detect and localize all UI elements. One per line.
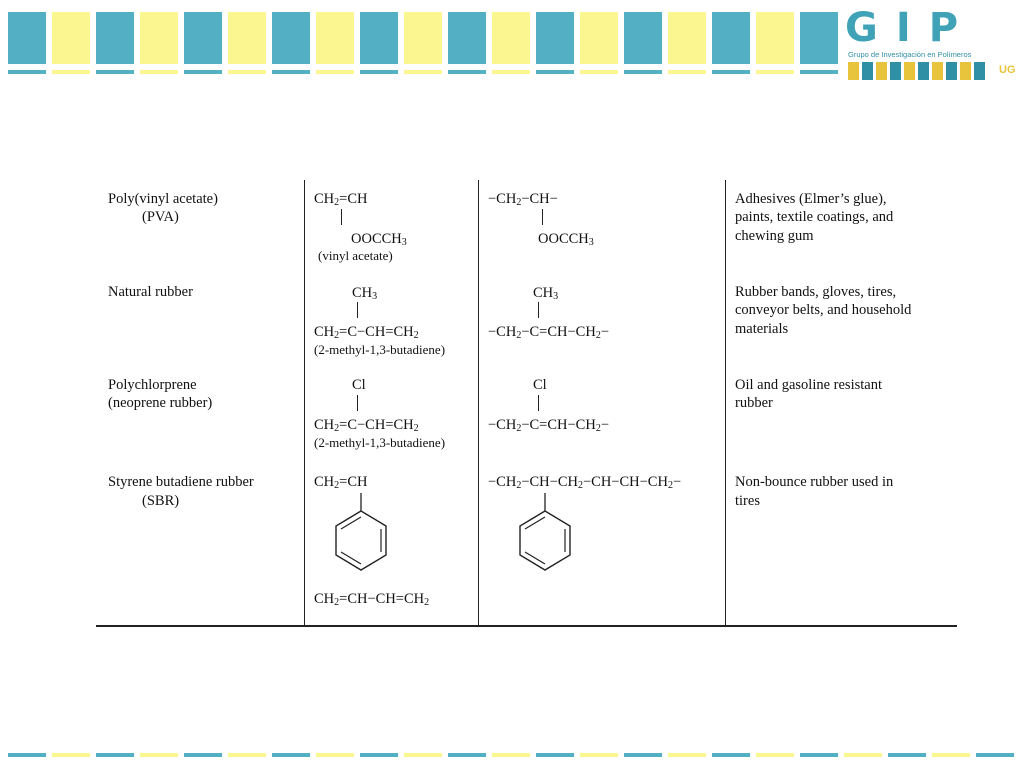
monomer-substituent: $CH_3$ — [352, 285, 378, 302]
header-stripe-line — [624, 70, 662, 74]
uses-line: paints, textile coatings, and — [735, 209, 894, 225]
header-stripe — [712, 12, 750, 64]
polymer-name: Poly(vinyl acetate) — [108, 191, 218, 207]
footer-stripe — [316, 753, 354, 757]
logo-bar — [946, 62, 957, 80]
monomer-name: (2-methyl-1,3-butadiene) — [314, 435, 446, 450]
repeat-substituent: $OOCCH_3$ — [538, 231, 594, 248]
header-stripe — [52, 12, 90, 64]
logo-bar — [890, 62, 901, 80]
monomer-formula: $CH_2=CH-CH=CH_2$ — [314, 591, 430, 608]
uses-line: Oil and gasoline resistant — [735, 377, 882, 393]
repeat-unit: $-CH_2-CH-CH_2-CH-CH-CH_2-$ — [488, 474, 682, 491]
bond — [542, 209, 543, 225]
polymer-name: Natural rubber — [108, 284, 193, 300]
footer-stripe — [52, 753, 90, 757]
footer-stripes — [0, 750, 1024, 760]
header-stripe — [448, 12, 486, 64]
monomer-name: (2-methyl-1,3-butadiene) — [314, 342, 446, 357]
benzene-ring-icon — [509, 491, 579, 581]
footer-stripe — [756, 753, 794, 757]
header-stripe-line — [448, 70, 486, 74]
footer-stripe — [976, 753, 1014, 757]
uses-line: rubber — [735, 395, 773, 411]
footer-stripe — [140, 753, 178, 757]
footer-stripe — [932, 753, 970, 757]
polymer-name-alt: (neoprene rubber) — [108, 395, 213, 411]
header-stripe-line — [272, 70, 310, 74]
header-stripe-line — [8, 70, 46, 74]
bond — [538, 395, 539, 411]
monomer-formula: $CH_2=CH$ — [314, 474, 368, 491]
benzene-ring-icon — [325, 491, 395, 581]
header-stripe-line — [712, 70, 750, 74]
footer-stripe — [624, 753, 662, 757]
footer-stripe — [712, 753, 750, 757]
monomer-formula: $CH_2=C-CH=CH_2$ — [314, 417, 419, 434]
header-stripe — [96, 12, 134, 64]
header-stripe — [184, 12, 222, 64]
logo-bar — [862, 62, 873, 80]
header-stripe — [624, 12, 662, 64]
footer-stripe — [844, 753, 882, 757]
logo-subtitle: Grupo de Investigación en Polímeros — [848, 50, 972, 59]
footer-stripe — [492, 753, 530, 757]
header-stripe-line — [228, 70, 266, 74]
monomer-formula: $CH_2=CH$ — [314, 191, 368, 208]
polymer-abbrev: (SBR) — [142, 493, 180, 509]
table-bottom-rule — [96, 625, 957, 627]
uses-line: Adhesives (Elmer’s glue), — [735, 191, 887, 207]
uses-line: Non-bounce rubber used in — [735, 474, 894, 490]
logo-bar — [960, 62, 971, 80]
monomer-name: (vinyl acetate) — [318, 248, 393, 263]
monomer-substituent: Cl — [352, 377, 366, 393]
header-stripe-line — [580, 70, 618, 74]
bond — [341, 209, 342, 225]
header-stripe — [800, 12, 838, 64]
header-stripe-line — [492, 70, 530, 74]
uses-line: Rubber bands, gloves, tires, — [735, 284, 897, 300]
repeat-substituent: $CH_3$ — [533, 285, 559, 302]
repeat-unit: $-CH_2-C=CH-CH_2-$ — [488, 417, 610, 434]
ug-mark: UG — [999, 64, 1016, 76]
polymer-name: Polychlorprene — [108, 377, 197, 393]
column-divider — [725, 180, 726, 626]
header-stripe-line — [668, 70, 706, 74]
header-stripe-line — [756, 70, 794, 74]
header-stripe — [580, 12, 618, 64]
repeat-unit: $-CH_2-C=CH-CH_2-$ — [488, 324, 610, 341]
header-stripe-line — [316, 70, 354, 74]
header-stripe — [360, 12, 398, 64]
column-divider — [478, 180, 479, 626]
uses-line: conveyor belts, and household — [735, 302, 912, 318]
logo-bar — [848, 62, 859, 80]
header-stripe-line — [140, 70, 178, 74]
header-stripe-line — [96, 70, 134, 74]
header-stripe-line — [360, 70, 398, 74]
footer-stripe — [184, 753, 222, 757]
uses-line: materials — [735, 321, 789, 337]
header-stripe — [8, 12, 46, 64]
monomer-substituent: $OOCCH_3$ — [351, 231, 407, 248]
footer-stripe — [580, 753, 618, 757]
gip-logo — [845, 6, 1020, 82]
logo-bar — [876, 62, 887, 80]
logo-bar — [974, 62, 985, 80]
header-stripe — [756, 12, 794, 64]
bond — [357, 302, 358, 318]
bond — [357, 395, 358, 411]
monomer-formula: $CH_2=C-CH=CH_2$ — [314, 324, 419, 341]
bond — [538, 302, 539, 318]
footer-stripe — [8, 753, 46, 757]
header-stripe-line — [184, 70, 222, 74]
footer-stripe — [800, 753, 838, 757]
uses-line: tires — [735, 493, 760, 509]
header-stripe-line — [800, 70, 838, 74]
header-stripe — [536, 12, 574, 64]
polymer-table — [96, 180, 957, 626]
header-stripe — [404, 12, 442, 64]
column-divider — [304, 180, 305, 626]
repeat-unit: $-CH_2-CH-$ — [488, 191, 558, 208]
header-stripe — [492, 12, 530, 64]
header-stripe — [316, 12, 354, 64]
header-stripe — [228, 12, 266, 64]
header-stripe — [272, 12, 310, 64]
footer-stripe — [448, 753, 486, 757]
header-stripe-line — [52, 70, 90, 74]
logo-bar — [932, 62, 943, 80]
footer-stripe — [668, 753, 706, 757]
footer-stripe — [228, 753, 266, 757]
polymer-abbrev: (PVA) — [142, 209, 179, 225]
logo-bar — [918, 62, 929, 80]
footer-stripe — [272, 753, 310, 757]
footer-stripe — [96, 753, 134, 757]
footer-stripe — [404, 753, 442, 757]
header-stripe — [668, 12, 706, 64]
logo-text: GIP — [845, 5, 977, 51]
header-stripe-line — [404, 70, 442, 74]
uses-line: chewing gum — [735, 228, 814, 244]
repeat-substituent: Cl — [533, 377, 547, 393]
logo-bars — [848, 62, 1020, 82]
footer-stripe — [360, 753, 398, 757]
logo-bar — [904, 62, 915, 80]
header-stripe — [140, 12, 178, 64]
footer-stripe — [536, 753, 574, 757]
polymer-name: Styrene butadiene rubber — [108, 474, 254, 490]
footer-stripe — [888, 753, 926, 757]
header-stripe-line — [536, 70, 574, 74]
